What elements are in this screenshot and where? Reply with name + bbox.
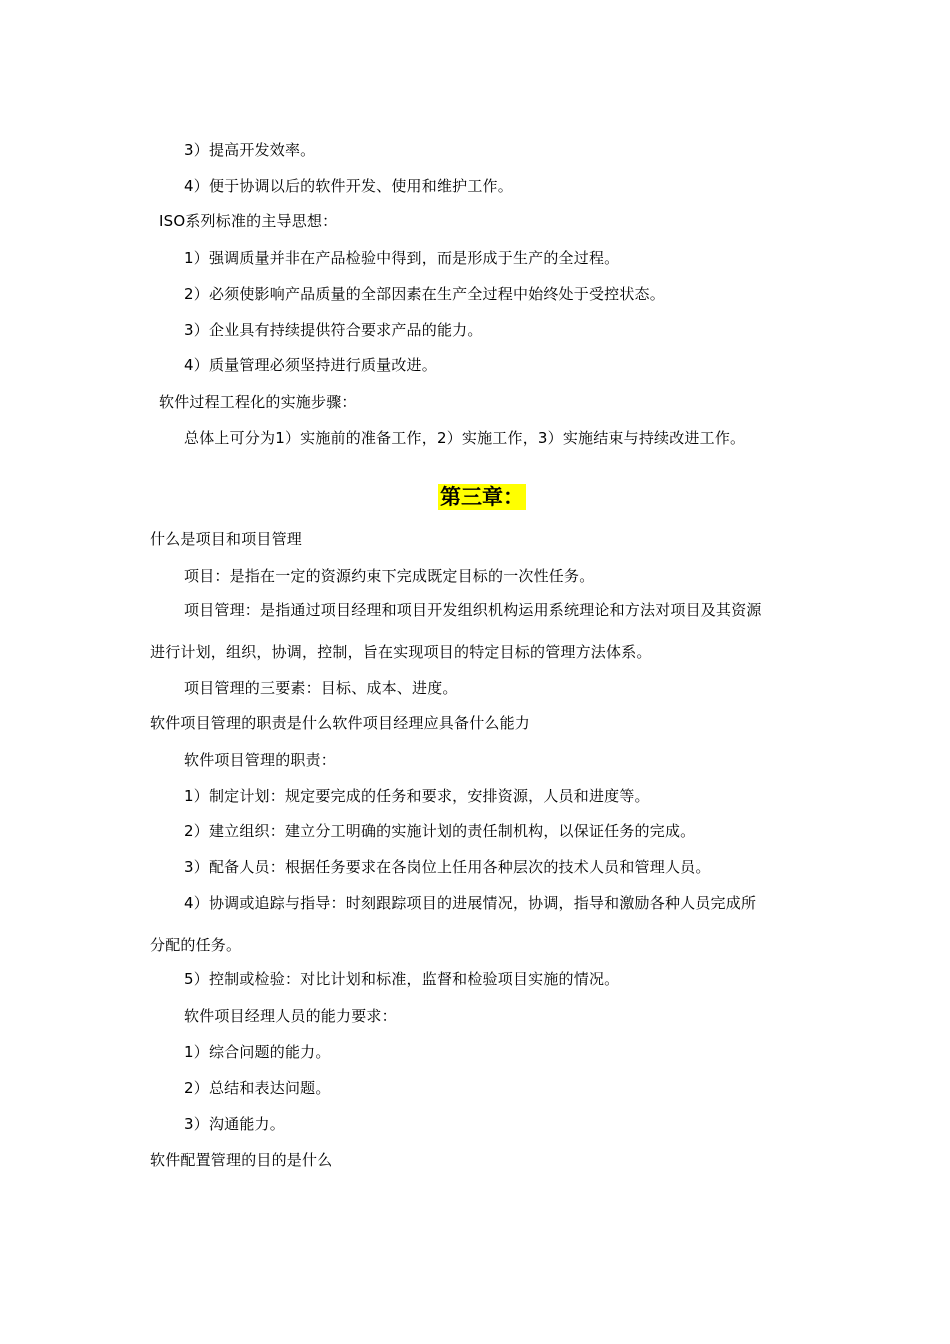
list-item: 3）配备人员：根据任务要求在各岗位上任用各种层次的技术人员和管理人员。 — [184, 858, 711, 876]
list-item: 4）质量管理必须坚持进行质量改进。 — [184, 356, 437, 374]
question-heading: 软件配置管理的目的是什么 — [150, 1151, 333, 1169]
subheading: 软件项目经理人员的能力要求： — [184, 1007, 397, 1025]
list-item: 3）沟通能力。 — [184, 1115, 285, 1133]
list-item: 2）建立组织：建立分工明确的实施计划的责任制机构，以保证任务的完成。 — [184, 822, 696, 840]
paragraph-continuation: 进行计划，组织，协调，控制，旨在实现项目的特定目标的管理方法体系。 — [150, 643, 652, 661]
subheading: 软件过程工程化的实施步骤： — [159, 393, 357, 411]
paragraph: 项目：是指在一定的资源约束下完成既定目标的一次性任务。 — [184, 567, 595, 585]
list-item-continuation: 分配的任务。 — [150, 936, 242, 954]
list-item: 3）企业具有持续提供符合要求产品的能力。 — [184, 321, 483, 339]
paragraph: 项目管理的三要素：目标、成本、进度。 — [184, 679, 458, 697]
question-heading: 什么是项目和项目管理 — [150, 530, 303, 548]
paragraph: 项目管理：是指通过项目经理和项目开发组织机构运用系统理论和方法对项目及其资源 — [184, 601, 762, 619]
question-heading: 软件项目管理的职责是什么软件项目经理应具备什么能力 — [150, 714, 531, 732]
list-item: 5）控制或检验：对比计划和标准，监督和检验项目实施的情况。 — [184, 970, 620, 988]
list-item: 3）提高开发效率。 — [184, 141, 316, 159]
list-item: 1）综合问题的能力。 — [184, 1043, 331, 1061]
list-item: 2）总结和表达问题。 — [184, 1079, 331, 1097]
list-item: 2）必须使影响产品质量的全部因素在生产全过程中始终处于受控状态。 — [184, 285, 665, 303]
paragraph: 总体上可分为1）实施前的准备工作，2）实施工作，3）实施结束与持续改进工作。 — [184, 429, 746, 447]
list-item: 4）便于协调以后的软件开发、使用和维护工作。 — [184, 177, 513, 195]
subheading: ISO系列标准的主导思想： — [159, 212, 338, 230]
subheading: 软件项目管理的职责： — [184, 751, 337, 769]
chapter-heading: 第三章： — [440, 485, 524, 509]
list-item: 1）强调质量并非在产品检验中得到，而是形成于生产的全过程。 — [184, 249, 620, 267]
list-item: 4）协调或追踪与指导：时刻跟踪项目的进展情况，协调，指导和激励各种人员完成所 — [184, 894, 757, 912]
list-item: 1）制定计划：规定要完成的任务和要求，安排资源，人员和进度等。 — [184, 787, 650, 805]
